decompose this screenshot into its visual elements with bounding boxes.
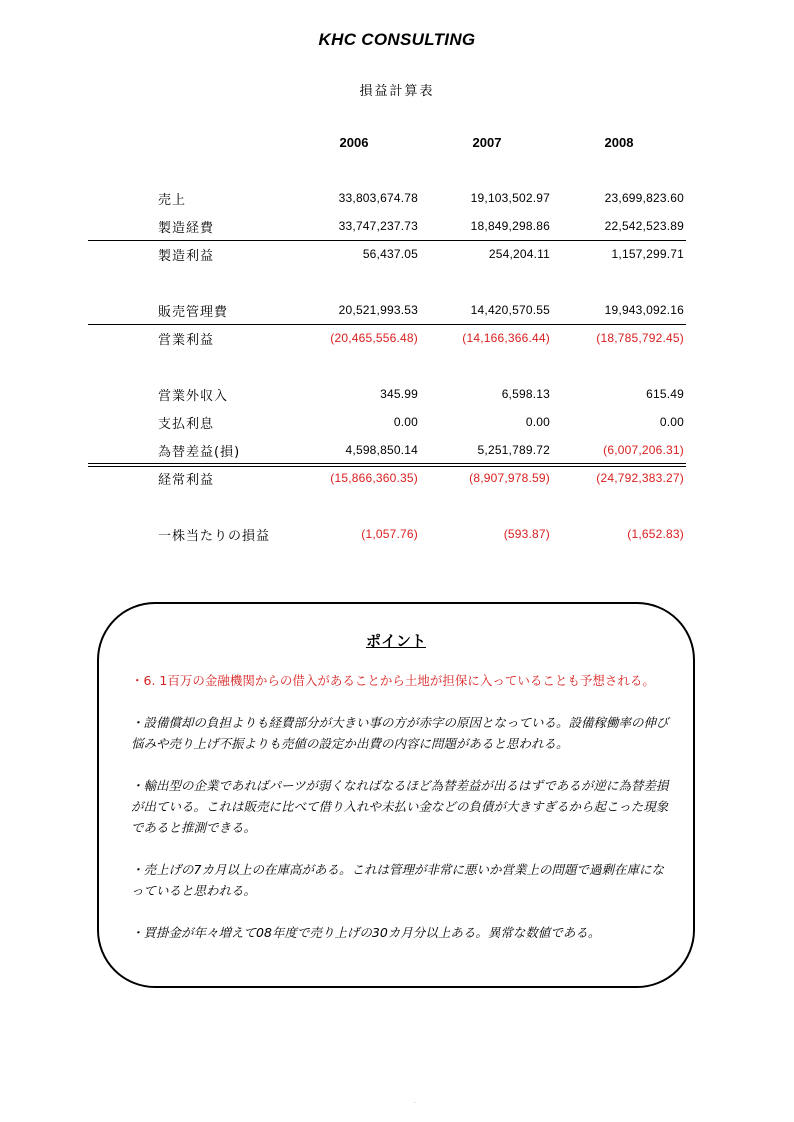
value-2007: 18,849,298.86 <box>470 219 550 233</box>
row-label: 製造経費 <box>158 221 215 236</box>
point-item: ・6. 1百万の金融機関からの借入があることから土地が担保に入っていることも予想される。 <box>131 673 655 688</box>
table-row-ordinary-profit <box>0 469 794 489</box>
points-heading: ポイント <box>365 632 426 650</box>
rule-single <box>88 324 686 325</box>
value-2008: 0.00 <box>659 415 684 429</box>
point-item: ・設備償却の負担よりも経費部分が大きい事の方が赤字の原因となっている。設備稼働率の伸び悩みや売り上げ不振よりも売値の設定か出費の内容に問題があると思われる。 <box>131 715 669 751</box>
table-row-manufacturing-cost <box>0 217 794 237</box>
value-2007: (14,166,366.44) <box>462 331 550 345</box>
value-2007: (8,907,978.59) <box>469 471 550 485</box>
value-2008: (1,652.83) <box>627 527 684 541</box>
row-label: 支払利息 <box>158 417 215 432</box>
value-2006: 4,598,850.14 <box>345 443 418 457</box>
points-list <box>131 670 671 964</box>
value-2006: (20,465,556.48) <box>330 331 418 345</box>
rule-single <box>88 240 686 241</box>
points-box <box>97 602 695 988</box>
row-label: 販売管理費 <box>158 305 229 320</box>
row-label: 売上 <box>158 193 187 208</box>
row-label: 経常利益 <box>158 473 215 488</box>
point-item: ・売上げの7カ月以上の在庫高がある。これは管理が非常に悪いか営業上の問題で過剰在庫になっていると思われる。 <box>131 862 664 898</box>
value-2008: 615.49 <box>646 387 684 401</box>
year-header-2008: 2008 <box>604 135 634 150</box>
row-label: 営業利益 <box>158 333 215 348</box>
table-row-fx-gain-loss <box>0 441 794 461</box>
table-row-sales <box>0 189 794 209</box>
table-row-non-operating-income <box>0 385 794 405</box>
value-2006: 0.00 <box>393 415 418 429</box>
value-2007: 254,204.11 <box>488 247 550 261</box>
value-2008: (24,792,383.27) <box>596 471 684 485</box>
value-2006: 56,437.05 <box>362 247 418 261</box>
table-row-manufacturing-profit <box>0 245 794 265</box>
table-row-eps <box>0 525 794 545</box>
year-header-2007: 2007 <box>472 135 502 150</box>
row-label: 営業外収入 <box>158 389 229 404</box>
value-2008: 19,943,092.16 <box>604 303 684 317</box>
value-2007: (593.87) <box>503 527 550 541</box>
table-row-sga <box>0 301 794 321</box>
value-2006: (1,057.76) <box>361 527 418 541</box>
value-2007: 14,420,570.55 <box>470 303 550 317</box>
value-2008: (6,007,206.31) <box>603 443 684 457</box>
row-label: 一株当たりの損益 <box>158 529 271 544</box>
page-title: 損益計算表 <box>359 84 435 99</box>
point-item: ・輸出型の企業であればパーツが弱くなればなるほど為替差益が出るはずであるが逆に為替差損が出ている。これは販売に比べて借り入れや未払い金などの負債が大きすぎるから起こった現象であると推測できる。 <box>131 778 669 835</box>
value-2008: (18,785,792.45) <box>596 331 684 345</box>
value-2008: 22,542,523.89 <box>604 219 684 233</box>
value-2006: (15,866,360.35) <box>330 471 418 485</box>
value-2007: 5,251,789.72 <box>477 443 550 457</box>
table-row-operating-profit <box>0 329 794 349</box>
point-item: ・買掛金が年々増えて08年度で売り上げの30カ月分以上ある。異常な数値である。 <box>131 925 601 940</box>
company-name: KHC CONSULTING <box>318 30 476 49</box>
year-header-2006: 2006 <box>339 135 369 150</box>
value-2008: 23,699,823.60 <box>604 191 684 205</box>
rule-double <box>88 463 686 467</box>
page-dot: . <box>414 1098 416 1105</box>
value-2006: 33,803,674.78 <box>338 191 418 205</box>
table-row-interest-paid <box>0 413 794 433</box>
value-2006: 33,747,237.73 <box>338 219 418 233</box>
value-2008: 1,157,299.71 <box>611 247 684 261</box>
value-2007: 19,103,502.97 <box>470 191 550 205</box>
value-2006: 20,521,993.53 <box>338 303 418 317</box>
value-2006: 345.99 <box>380 387 418 401</box>
value-2007: 0.00 <box>525 415 550 429</box>
row-label: 製造利益 <box>158 249 215 264</box>
value-2007: 6,598.13 <box>501 387 550 401</box>
row-label: 為替差益(損) <box>158 445 241 460</box>
